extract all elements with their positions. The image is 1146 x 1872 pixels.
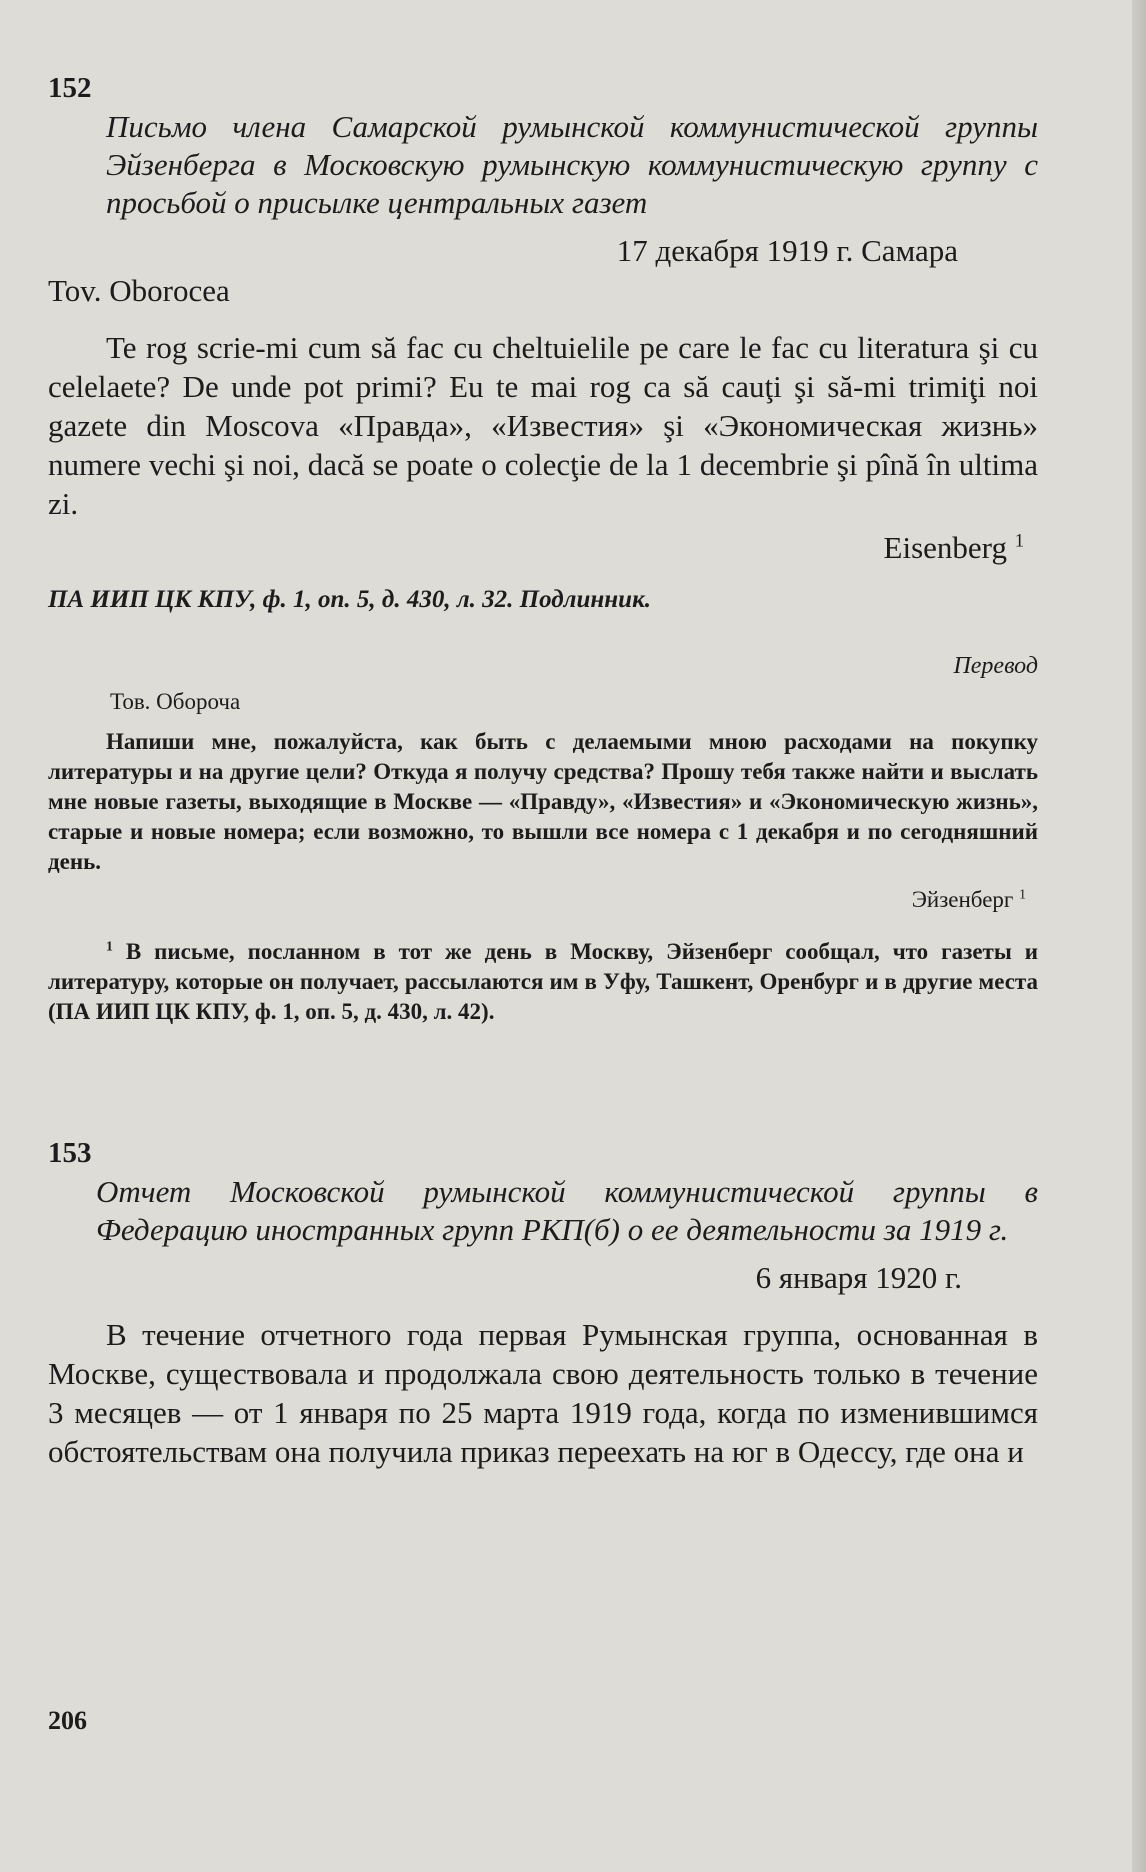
addressee: Tov. Oborocea [48, 273, 230, 308]
translation-signature [48, 885, 1038, 915]
page-content [48, 72, 1038, 1471]
page-edge-shadow [1132, 0, 1146, 1872]
document-date: 6 января 1920 г. [755, 1260, 962, 1295]
footnote-marker: 1 [1014, 530, 1024, 552]
document-number: 153 [48, 1137, 92, 1169]
translation-body: Напиши мне, пожалуйста, как быть с делаемыми мною расходами на покупку литературы и на другие цели? Откуда я получу средства? Прошу тебя также найти и выслать мне новые газеты, выходящие в Москве — «Правду», «Известия» и «Экономическую жизнь», старые и новые номера; если возможно, то вышли все номера с 1 декабря и по сегодняшний день. [48, 729, 1038, 874]
signature-name: Eisenberg [883, 530, 1007, 565]
translation-label: Перевод [953, 653, 1038, 679]
footnote [48, 937, 1038, 1027]
signature [48, 529, 1038, 567]
document-152 [48, 72, 1038, 1027]
section-gap [48, 1027, 1038, 1137]
translation-signature-name: Эйзенберг [911, 887, 1014, 912]
document-title: Отчет Московской румынской коммунистической группы в Федерацию иностранных групп РКП(б) о ее деятельности за 1919 г. [96, 1174, 1038, 1247]
document-date: 17 декабря 1919 г. Самара [616, 233, 958, 268]
document-title: Письмо члена Самарской румынской коммунистической группы Эйзенберга в Московскую румынскую коммунистическую группу с просьбой о присылке центральных газет [106, 109, 1038, 220]
document-number: 152 [48, 72, 92, 104]
page-number: 206 [48, 1706, 87, 1735]
translation-footnote-marker: 1 [1019, 886, 1026, 902]
report-body: В течение отчетного года первая Румынская группа, основанная в Москве, существовала и продолжала свою деятельность только в течение 3 месяцев — от 1 января по 25 марта 1919 года, когда по изменившимся обстоятельствам она получила приказ переехать на юг в Одессу, где она и [48, 1317, 1038, 1469]
footnote-number: 1 [106, 938, 113, 954]
letter-body: Te rog scrie-mi cum să fac cu cheltuielile pe care le fac cu literatura şi cu celelaete? De unde pot primi? Eu te mai rog ca să cauţi şi să-mi trimiţi noi gazete din Moscova «Правда», «Известия» şi «Экономическая жизнь» numere vechi şi noi, dacă se poate o colecţie de la 1 decembrie şi pînă în ultima zi. [48, 330, 1038, 521]
archive-source: ПА ИИП ЦК КПУ, ф. 1, оп. 5, д. 430, л. 32. Подлинник. [48, 586, 652, 613]
translation-addressee: Тов. Обороча [110, 689, 241, 714]
document-153 [48, 1137, 1038, 1471]
footnote-text: В письме, посланном в тот же день в Москву, Эйзенберг сообщал, что газеты и литературу, которые он получает, рассылаются им в Уфу, Ташкент, Оренбург и в другие места (ПА ИИП ЦК КПУ, ф. 1, оп. 5, д. 430, л. 42). [48, 939, 1038, 1024]
